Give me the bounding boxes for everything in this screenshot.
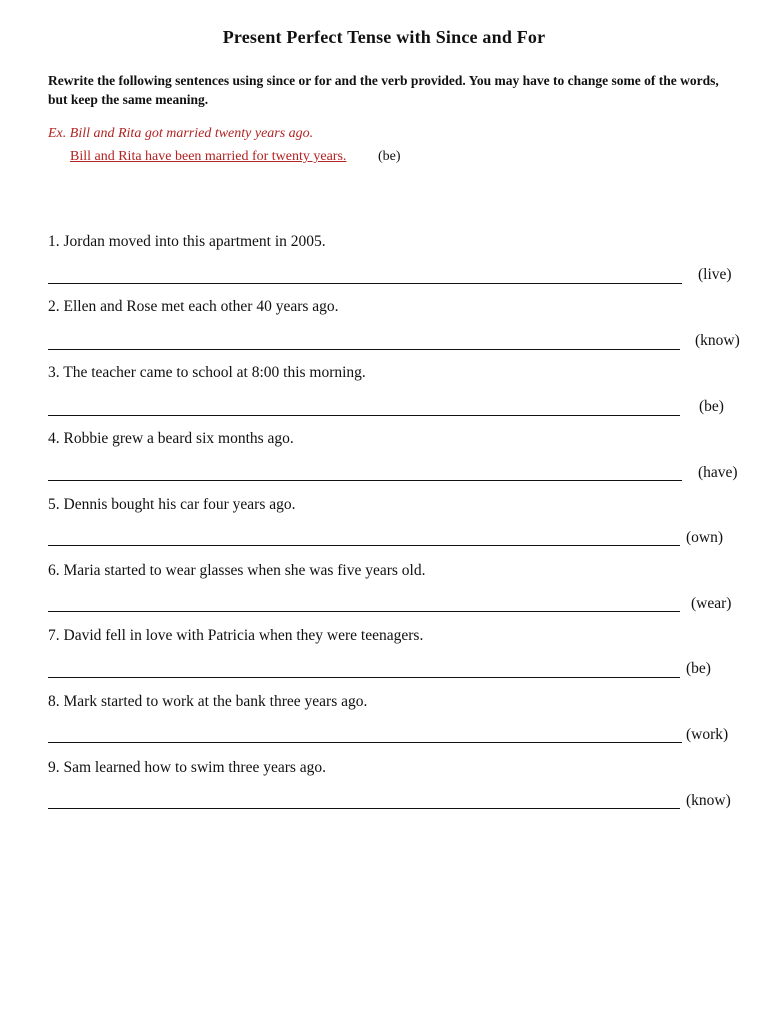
answer-line-2[interactable] (48, 349, 680, 350)
example-answer: Bill and Rita have been married for twenty years. (70, 149, 347, 164)
verb-hint-9: (know) (686, 792, 731, 809)
question-7: 7. David fell in love with Patricia when they were teenagers. (48, 627, 424, 644)
verb-hint-8: (work) (686, 726, 729, 743)
example-sentence: Ex. Bill and Rita got married twenty years ago. (48, 126, 314, 141)
question-9: 9. Sam learned how to swim three years ago. (48, 759, 327, 776)
question-4: 4. Robbie grew a beard six months ago. (48, 430, 294, 447)
instructions: Rewrite the following sentences using since or for and the verb provided. You may have to change some of the words, but keep the same meaning. (48, 73, 719, 107)
worksheet-title: Present Perfect Tense with Since and For (222, 27, 546, 47)
question-6: 6. Maria started to wear glasses when she was five years old. (48, 562, 426, 579)
answer-line-7[interactable] (48, 677, 680, 678)
answer-line-5[interactable] (48, 545, 680, 546)
question-3: 3. The teacher came to school at 8:00 this morning. (48, 364, 366, 381)
example-verb: (be) (378, 149, 401, 164)
verb-hint-1: (live) (698, 266, 732, 283)
answer-line-6[interactable] (48, 611, 680, 612)
answer-line-9[interactable] (48, 808, 680, 809)
question-1: 1. Jordan moved into this apartment in 2005. (48, 233, 326, 250)
question-5: 5. Dennis bought his car four years ago. (48, 496, 296, 513)
verb-hint-4: (have) (698, 464, 738, 481)
answer-line-8[interactable] (48, 742, 682, 743)
answer-line-4[interactable] (48, 480, 682, 481)
verb-hint-7: (be) (686, 660, 711, 677)
verb-hint-3: (be) (699, 398, 724, 415)
question-2: 2. Ellen and Rose met each other 40 years ago. (48, 298, 339, 315)
verb-hint-5: (own) (686, 529, 724, 546)
answer-line-1[interactable] (48, 283, 682, 284)
answer-line-3[interactable] (48, 415, 680, 416)
verb-hint-6: (wear) (691, 595, 732, 612)
verb-hint-2: (know) (695, 332, 740, 349)
question-8: 8. Mark started to work at the bank three years ago. (48, 693, 368, 710)
